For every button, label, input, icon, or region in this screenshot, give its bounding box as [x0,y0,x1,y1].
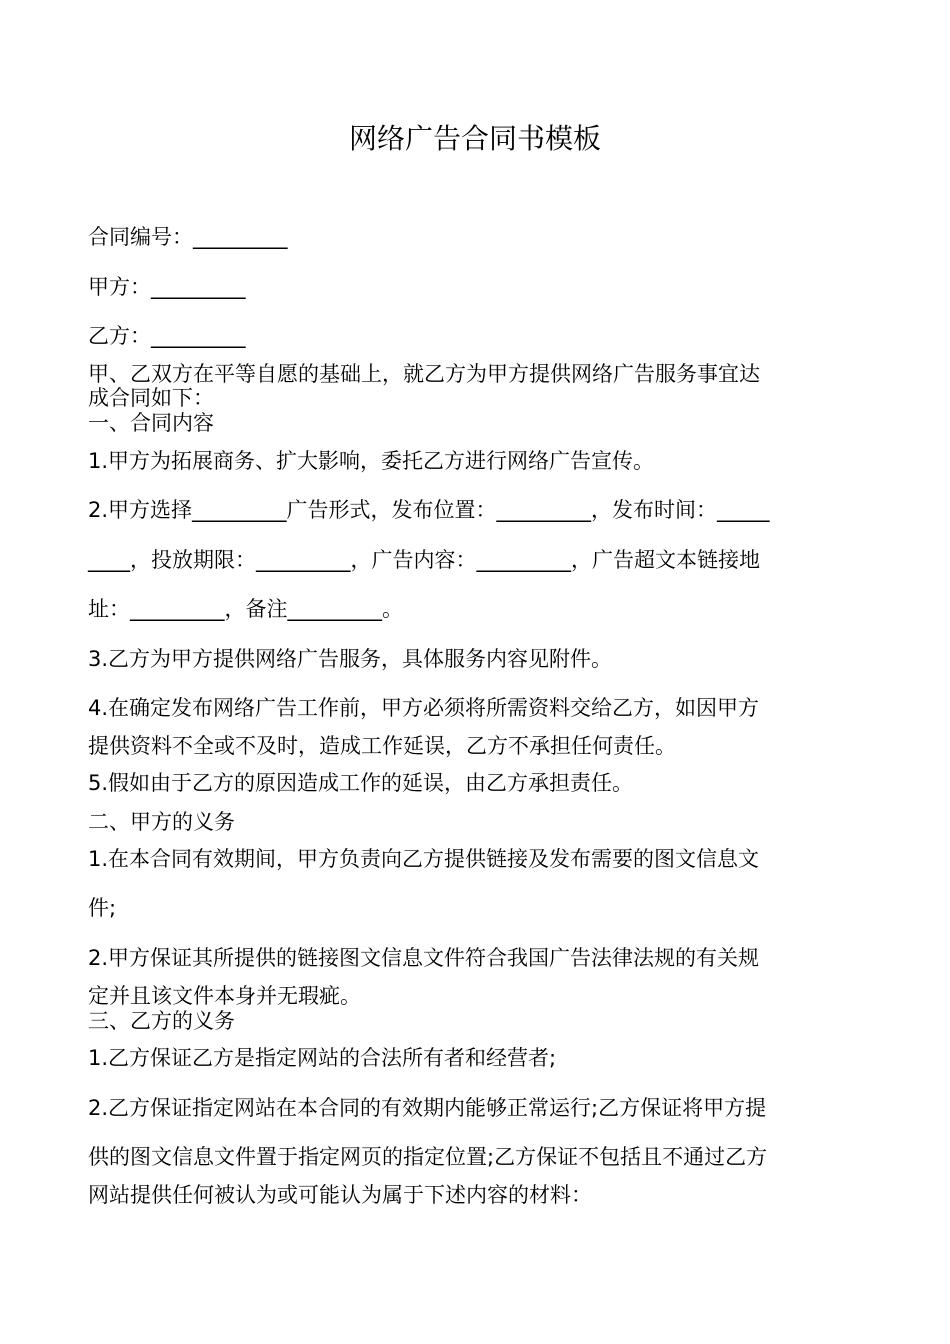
clause-line: 2.甲方选择_________广告形式，发布位置：_________，发布时间：_____ [88,498,770,522]
clause-line: 2.甲方保证其所提供的链接图文信息文件符合我国广告法律法规的有关规 [88,946,760,970]
clause-line: 1.甲方为拓展商务、扩大影响，委托乙方进行网络广告宣传。 [88,449,655,473]
clause-line: ____，投放期限：_________，广告内容：_________，广告超文本链接地 [88,548,760,572]
clause-line: 件; [88,896,117,920]
party-a-line: 甲方：_________ [88,275,246,299]
clause-line: 网站提供任何被认为或可能认为属于下述内容的材料： [88,1183,592,1207]
clause-line: 提供资料不全或不及时，造成工作延误，乙方不承担任何责任。 [88,734,676,758]
clause-line: 定并且该文件本身并无瑕疵。 [88,984,361,1008]
clause-line: 址：_________，备注_________。 [88,597,403,621]
clause-line: 供的图文信息文件置于指定网页的指定位置;乙方保证不包括且不通过乙方 [88,1145,768,1169]
clause-line: 1.在本合同有效期间，甲方负责向乙方提供链接及发布需要的图文信息文 [88,847,760,871]
clause-line: 4.在确定发布网络广告工作前，甲方必须将所需资料交给乙方，如因甲方 [88,696,760,720]
clause-line: 3.乙方为甲方提供网络广告服务，具体服务内容见附件。 [88,647,613,671]
document-title: 网络广告合同书模板 [348,122,601,155]
section-heading: 三、乙方的义务 [88,1009,235,1033]
clause-line: 5.假如由于乙方的原因造成工作的延误，由乙方承担责任。 [88,771,634,795]
contract-number-line: 合同编号：_________ [88,225,288,249]
section-heading: 二、甲方的义务 [88,810,235,834]
clause-line: 1.乙方保证乙方是指定网站的合法所有者和经营者; [88,1046,557,1070]
party-b-line: 乙方：_________ [88,324,246,348]
preamble-line: 成合同如下： [88,386,214,410]
clause-line: 2.乙方保证指定网站在本合同的有效期内能够正常运行;乙方保证将甲方提 [88,1096,767,1120]
section-heading: 一、合同内容 [88,411,214,435]
preamble-line: 甲、乙双方在平等自愿的基础上，就乙方为甲方提供网络广告服务事宜达 [88,362,760,386]
